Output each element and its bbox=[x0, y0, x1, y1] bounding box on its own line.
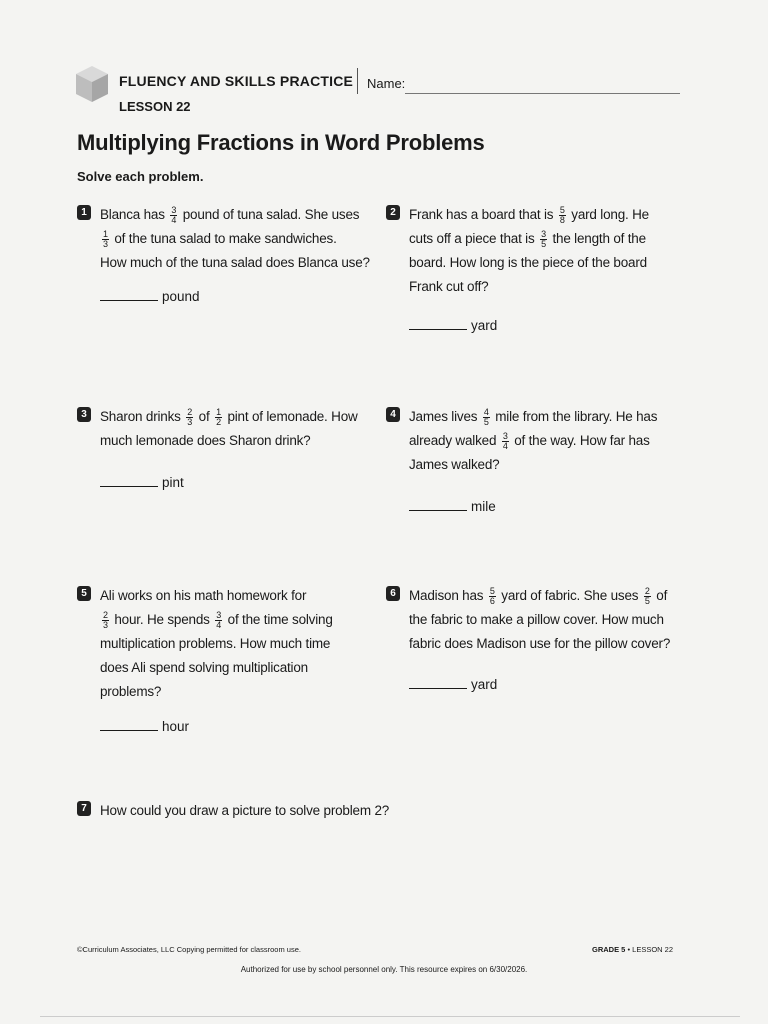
header-divider bbox=[357, 68, 358, 94]
fraction: $\frac{2}{3}$ bbox=[103, 609, 108, 630]
problem-number-badge: 5 bbox=[77, 586, 91, 601]
problem-text: Frank has a board that is $\frac{5}{8}$ yard long. He cuts off a piece that is $\frac{3}{5}$ the length of the board. How long is the piece of the board Frank cut off? bbox=[409, 204, 649, 294]
fraction: $\frac{3}{4}$ bbox=[502, 430, 508, 451]
problem-number-badge: 7 bbox=[77, 801, 91, 816]
fraction: $\frac{2}{5}$ bbox=[644, 585, 650, 606]
lesson-label: LESSON 22 bbox=[119, 99, 191, 114]
answer-blank[interactable] bbox=[409, 318, 497, 333]
problem-number-badge: 6 bbox=[386, 586, 400, 601]
instructions: Solve each problem. bbox=[77, 169, 204, 184]
fraction: $\frac{1}{3}$ bbox=[103, 228, 108, 249]
cube-logo-icon bbox=[74, 64, 110, 104]
fraction: $\frac{1}{2}$ bbox=[216, 406, 221, 427]
problem-text: Madison has $\frac{5}{6}$ yard of fabric. She uses $\frac{2}{5}$ of the fabric to make a pillow cover. How much fabric does Madison use for the pillow cover? bbox=[409, 585, 671, 651]
fraction: $\frac{3}{4}$ bbox=[171, 204, 177, 225]
answer-unit: pound bbox=[162, 289, 200, 304]
fraction: $\frac{2}{3}$ bbox=[187, 406, 193, 427]
answer-unit: yard bbox=[471, 318, 498, 333]
fraction: $\frac{3}{4}$ bbox=[216, 609, 222, 630]
authorization-notice: Authorized for use by school personnel only. This resource expires on 6/30/2026. bbox=[240, 965, 528, 974]
answer-blank[interactable] bbox=[100, 289, 200, 304]
grade-lesson-footer: GRADE 5 • LESSON 22 bbox=[592, 945, 674, 954]
name-line bbox=[405, 93, 680, 94]
answer-blank[interactable] bbox=[100, 719, 189, 734]
fraction: $\frac{3}{5}$ bbox=[541, 228, 546, 249]
problem-text: James lives $\frac{4}{5}$ mile from the library. He has already walked $\frac{3}{4}$ of the way. How far has James walked? bbox=[409, 406, 658, 472]
problem-number-badge: 1 bbox=[77, 205, 91, 220]
problem-text: Ali works on his math homework for $\frac{2}{3}$ hour. He spends $\frac{3}{4}$ of the time solving multiplication problems. How much time does Ali spend solving multiplication problems? bbox=[100, 588, 333, 699]
answer-blank[interactable] bbox=[409, 499, 496, 514]
problem-number-badge: 3 bbox=[77, 407, 91, 422]
fraction: $\frac{5}{6}$ bbox=[489, 585, 495, 606]
series-title: FLUENCY AND SKILLS PRACTICE bbox=[119, 73, 354, 89]
problem-number-badge: 4 bbox=[386, 407, 400, 422]
problem-text: Blanca has $\frac{3}{4}$ pound of tuna salad. She uses $\frac{1}{3}$ of the tuna salad to make sandwiches. How much of the tuna salad does Blanca use? bbox=[100, 204, 370, 270]
answer-unit: pint bbox=[162, 475, 184, 490]
problem-text: How could you draw a picture to solve problem 2? bbox=[100, 803, 390, 818]
fraction: $\frac{5}{8}$ bbox=[559, 204, 565, 225]
answer-unit: mile bbox=[471, 499, 496, 514]
fraction: $\frac{4}{5}$ bbox=[483, 406, 489, 427]
problem-text: Sharon drinks $\frac{2}{3}$ of $\frac{1}{2}$ pint of lemonade. How much lemonade does Sharon drink? bbox=[100, 406, 358, 448]
copyright-notice: ©Curriculum Associates, LLC Copying permitted for classroom use. bbox=[77, 945, 301, 954]
name-label: Name: bbox=[367, 76, 406, 91]
bottom-divider bbox=[40, 1016, 740, 1017]
answer-blank[interactable] bbox=[409, 677, 497, 692]
problem-number-badge: 2 bbox=[386, 205, 400, 220]
answer-unit: hour bbox=[162, 719, 190, 734]
page-title: Multiplying Fractions in Word Problems bbox=[77, 130, 485, 155]
answer-blank[interactable] bbox=[100, 475, 184, 490]
answer-unit: yard bbox=[471, 677, 498, 692]
